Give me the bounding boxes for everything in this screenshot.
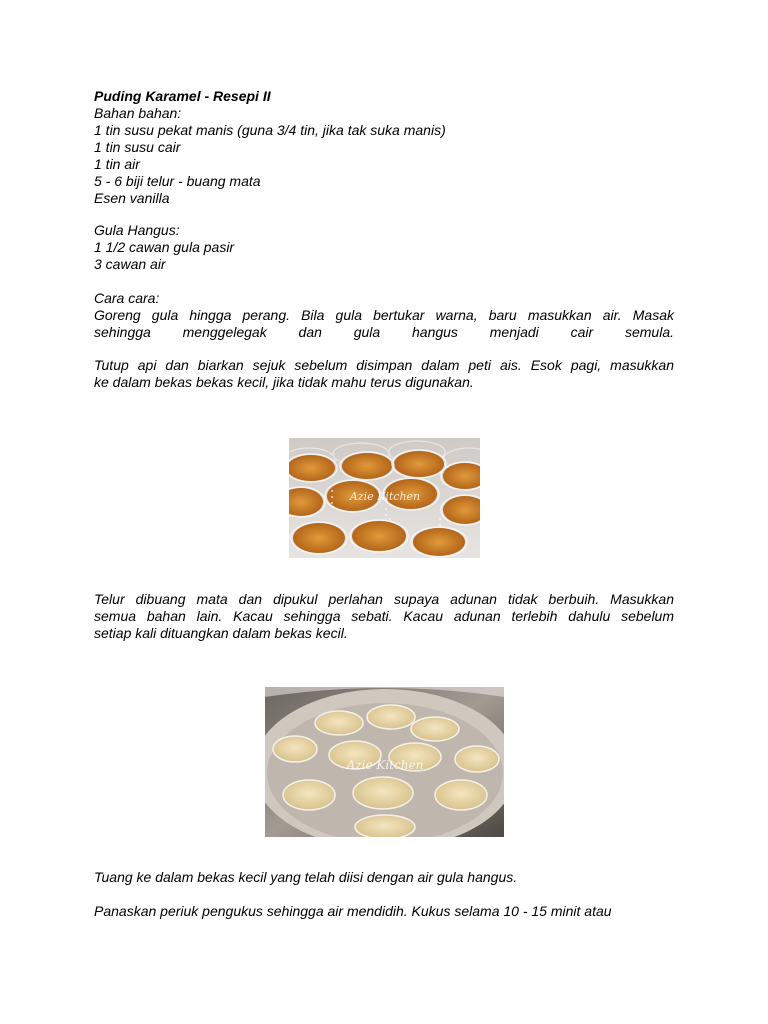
paragraph-steam: Panaskan periuk pengukus sehingga air mendidih. Kukus selama 10 - 15 minit atau <box>94 903 612 919</box>
caramel-heading: Gula Hangus: <box>94 222 180 238</box>
paragraph-eggs: Telur dibuang mata dan dipukul perlahan supaya adunan tidak berbuih. Masukkan semua bahan lain. Kacau sehingga sebati. Kacau adunan terlebih dahulu sebelum setiap kali dituangkan dalam bekas kecil. <box>94 591 674 641</box>
paragraph-chill: Tutup api dan biarkan sejuk sebelum disimpan dalam peti ais. Esok pagi, masukkan ke dalam bekas bekas kecil, jika tidak mahu terus digunakan. <box>94 357 674 390</box>
method-heading: Cara cara: <box>94 290 160 306</box>
ingredient-item: Esen vanilla <box>94 190 170 206</box>
paragraph-pour: Tuang ke dalam bekas kecil yang telah diisi dengan air gula hangus. <box>94 869 518 885</box>
ingredients-section <box>94 105 674 207</box>
ingredient-item: 1 tin susu pekat manis (guna 3/4 tin, jika tak suka manis) <box>94 122 446 138</box>
ingredients-heading: Bahan bahan: <box>94 105 182 121</box>
ingredient-item: 1 tin air <box>94 156 140 172</box>
method-paragraph-line: Goreng gula hingga perang. Bila gula bertukar warna, baru masukkan air. Masak <box>94 307 674 323</box>
method-paragraph-line: sehingga menggelegak dan gula hangus menjadi cair semula. <box>94 324 674 340</box>
caramel-item: 1 1/2 cawan gula pasir <box>94 239 235 255</box>
photo-watermark: Azie Kitchen <box>349 490 421 503</box>
custard-steamer-image <box>265 687 504 837</box>
photo-caramel-cups <box>289 438 480 558</box>
caramel-item: 3 cawan air <box>94 256 166 272</box>
method-section <box>94 290 674 341</box>
caramel-section <box>94 222 674 273</box>
photo-watermark: Azie Kitchen <box>346 758 424 772</box>
ingredient-item: 5 - 6 biji telur - buang mata <box>94 173 261 189</box>
ingredient-item: 1 tin susu cair <box>94 139 181 155</box>
caramel-cups-image <box>289 438 480 558</box>
recipe-title: Puding Karamel - Resepi II <box>94 88 271 104</box>
photo-custard-steamer <box>265 687 504 837</box>
